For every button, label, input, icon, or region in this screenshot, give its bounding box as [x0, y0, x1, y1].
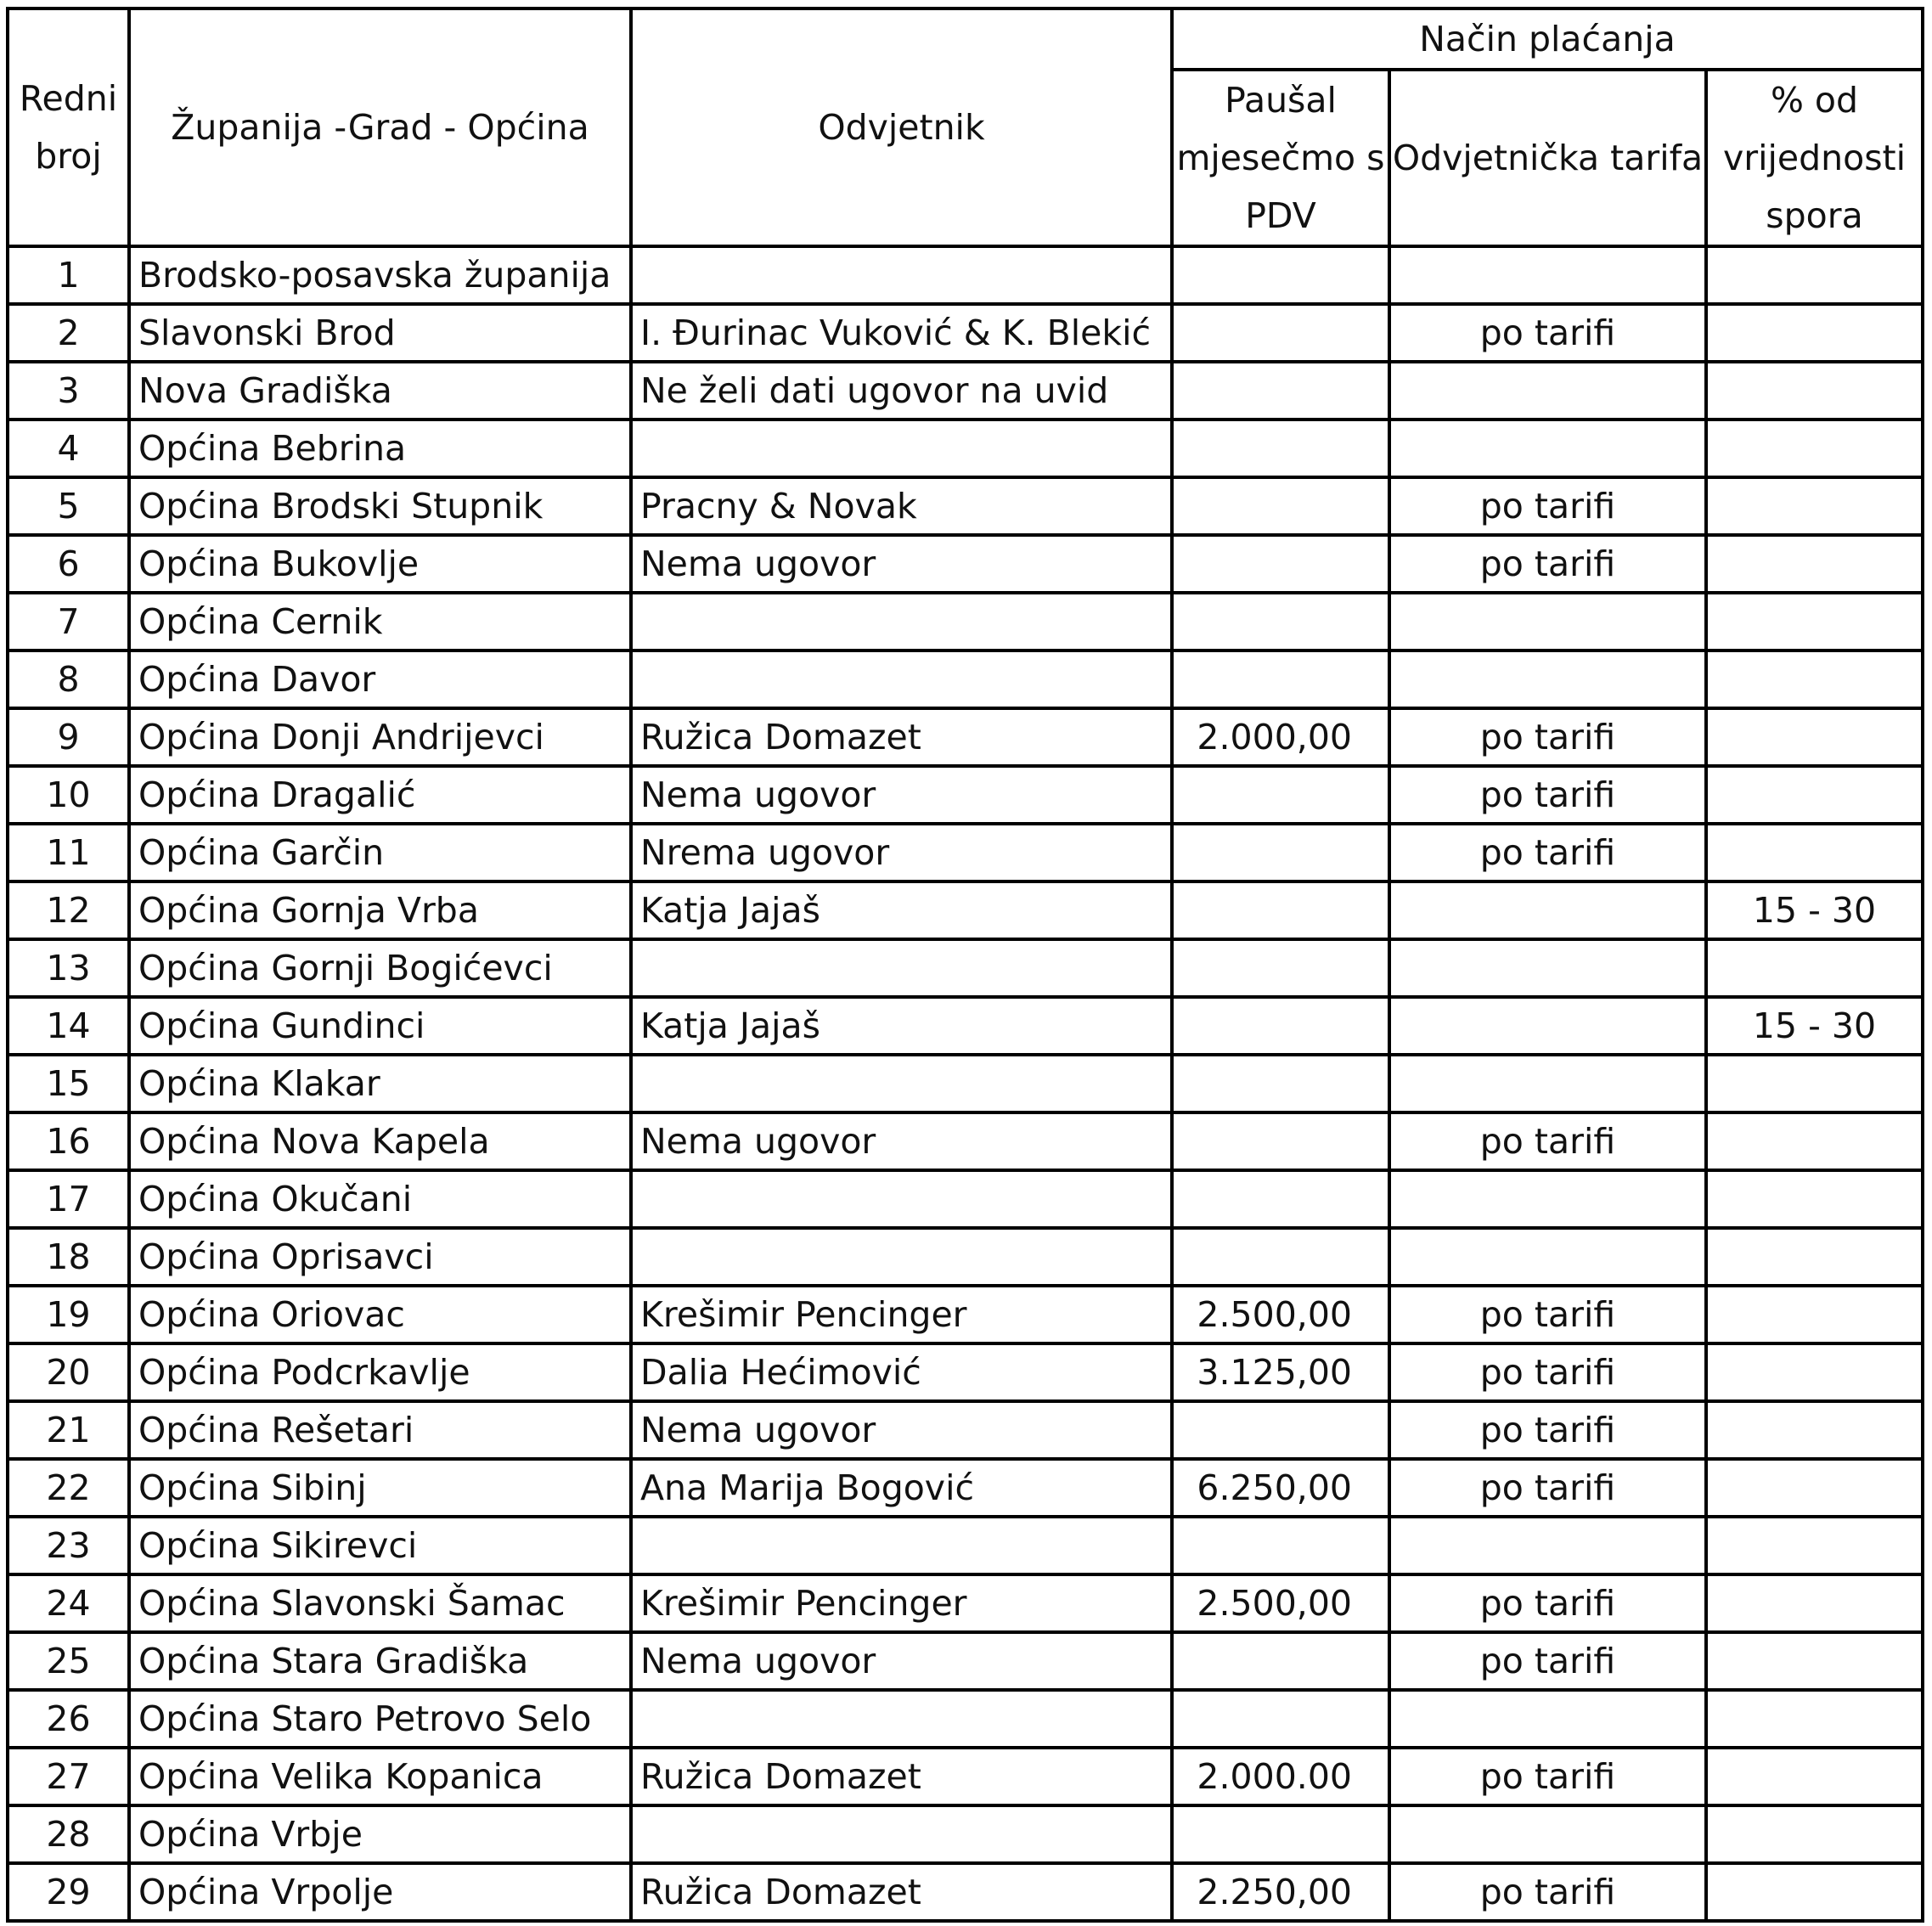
- location-name: Općina Vrbje: [129, 1805, 631, 1863]
- monthly-fee: 6.250,00: [1172, 1459, 1389, 1517]
- monthly-fee: [1172, 1401, 1389, 1459]
- monthly-fee: [1172, 1112, 1389, 1170]
- table-row: [8, 1459, 1923, 1517]
- location-name: Općina Bukovlje: [129, 535, 631, 593]
- percent-cell: [1706, 1055, 1923, 1112]
- row-number: 11: [8, 824, 129, 881]
- location-name: Općina Nova Kapela: [129, 1112, 631, 1170]
- tariff-cell: [1389, 593, 1706, 650]
- table-row: [8, 1574, 1923, 1632]
- location-name: Općina Okučani: [129, 1170, 631, 1228]
- row-number: 8: [8, 650, 129, 708]
- header-redni-broj: Redni broj: [8, 8, 129, 246]
- row-number: 3: [8, 362, 129, 420]
- lawyer-name: Nema ugovor: [631, 1112, 1172, 1170]
- percent-cell: [1706, 766, 1923, 824]
- location-name: Općina Slavonski Šamac: [129, 1574, 631, 1632]
- monthly-fee: [1172, 1170, 1389, 1228]
- row-number: 21: [8, 1401, 129, 1459]
- header-pausal: Paušal mjesečmo s PDV: [1172, 70, 1389, 246]
- monthly-fee: 2.000,00: [1172, 708, 1389, 766]
- location-name: Općina Staro Petrovo Selo: [129, 1690, 631, 1748]
- table-row: [8, 766, 1923, 824]
- row-number: 26: [8, 1690, 129, 1748]
- table-row: [8, 304, 1923, 362]
- tariff-cell: po tarifi: [1389, 1748, 1706, 1805]
- monthly-fee: [1172, 1055, 1389, 1112]
- tariff-cell: [1389, 420, 1706, 477]
- location-name: Općina Sikirevci: [129, 1517, 631, 1574]
- percent-cell: [1706, 1690, 1923, 1748]
- row-number: 5: [8, 477, 129, 535]
- table-body: [8, 246, 1923, 1921]
- lawyer-name: Dalia Hećimović: [631, 1343, 1172, 1401]
- tariff-cell: po tarifi: [1389, 1286, 1706, 1343]
- table-row: [8, 997, 1923, 1055]
- row-number: 4: [8, 420, 129, 477]
- lawyer-name: [631, 593, 1172, 650]
- lawyer-name: Nema ugovor: [631, 1632, 1172, 1690]
- table-row: [8, 1632, 1923, 1690]
- lawyer-name: Krešimir Pencinger: [631, 1286, 1172, 1343]
- monthly-fee: [1172, 304, 1389, 362]
- percent-cell: [1706, 420, 1923, 477]
- table-row: [8, 1112, 1923, 1170]
- header-nacin-placanja: Način plaćanja: [1172, 8, 1923, 70]
- lawyer-name: [631, 1055, 1172, 1112]
- tariff-cell: po tarifi: [1389, 1863, 1706, 1921]
- table-row: [8, 650, 1923, 708]
- table-row: [8, 1401, 1923, 1459]
- row-number: 10: [8, 766, 129, 824]
- location-name: Nova Gradiška: [129, 362, 631, 420]
- monthly-fee: [1172, 593, 1389, 650]
- monthly-fee: [1172, 650, 1389, 708]
- monthly-fee: [1172, 420, 1389, 477]
- location-name: Općina Vrpolje: [129, 1863, 631, 1921]
- tariff-cell: [1389, 650, 1706, 708]
- header-odvjetnik: Odvjetnik: [631, 8, 1172, 246]
- row-number: 1: [8, 246, 129, 304]
- lawyer-name: [631, 420, 1172, 477]
- tariff-cell: [1389, 362, 1706, 420]
- location-name: Općina Sibinj: [129, 1459, 631, 1517]
- percent-cell: [1706, 1805, 1923, 1863]
- table-row: [8, 420, 1923, 477]
- tariff-cell: [1389, 997, 1706, 1055]
- tariff-cell: po tarifi: [1389, 477, 1706, 535]
- table-row: [8, 1748, 1923, 1805]
- monthly-fee: [1172, 1632, 1389, 1690]
- row-number: 7: [8, 593, 129, 650]
- percent-cell: [1706, 1748, 1923, 1805]
- lawyer-name: [631, 1170, 1172, 1228]
- lawyer-name: Nrema ugovor: [631, 824, 1172, 881]
- row-number: 6: [8, 535, 129, 593]
- percent-cell: [1706, 362, 1923, 420]
- percent-cell: 15 - 30: [1706, 881, 1923, 939]
- tariff-cell: po tarifi: [1389, 1112, 1706, 1170]
- tariff-cell: [1389, 1690, 1706, 1748]
- row-number: 15: [8, 1055, 129, 1112]
- header-tarifa: Odvjetnička tarifa: [1389, 70, 1706, 246]
- header-postotak: % od vrijednosti spora: [1706, 70, 1923, 246]
- tariff-cell: [1389, 939, 1706, 997]
- monthly-fee: 2.500,00: [1172, 1574, 1389, 1632]
- table-row: [8, 1863, 1923, 1921]
- tariff-cell: po tarifi: [1389, 1343, 1706, 1401]
- monthly-fee: [1172, 535, 1389, 593]
- location-name: Općina Podcrkavlje: [129, 1343, 631, 1401]
- percent-cell: [1706, 477, 1923, 535]
- percent-cell: [1706, 824, 1923, 881]
- tariff-cell: [1389, 1055, 1706, 1112]
- location-name: Općina Oprisavci: [129, 1228, 631, 1286]
- table-row: [8, 708, 1923, 766]
- row-number: 12: [8, 881, 129, 939]
- row-number: 22: [8, 1459, 129, 1517]
- monthly-fee: 2.500,00: [1172, 1286, 1389, 1343]
- table-row: [8, 1170, 1923, 1228]
- tariff-cell: po tarifi: [1389, 824, 1706, 881]
- monthly-fee: [1172, 939, 1389, 997]
- monthly-fee: [1172, 477, 1389, 535]
- table-row: [8, 535, 1923, 593]
- percent-cell: [1706, 708, 1923, 766]
- table-row: [8, 1228, 1923, 1286]
- monthly-fee: [1172, 1805, 1389, 1863]
- percent-cell: [1706, 593, 1923, 650]
- tariff-cell: [1389, 246, 1706, 304]
- monthly-fee: [1172, 824, 1389, 881]
- table-row: [8, 593, 1923, 650]
- lawyer-name: Nema ugovor: [631, 535, 1172, 593]
- percent-cell: [1706, 1459, 1923, 1517]
- lawyer-name: Ružica Domazet: [631, 708, 1172, 766]
- table-row: [8, 362, 1923, 420]
- percent-cell: [1706, 1112, 1923, 1170]
- lawyer-name: Katja Jajaš: [631, 881, 1172, 939]
- percent-cell: [1706, 246, 1923, 304]
- percent-cell: [1706, 1286, 1923, 1343]
- monthly-fee: [1172, 997, 1389, 1055]
- table-row: [8, 1343, 1923, 1401]
- location-name: Općina Klakar: [129, 1055, 631, 1112]
- location-name: Općina Gornji Bogićevci: [129, 939, 631, 997]
- lawyer-name: [631, 1690, 1172, 1748]
- location-name: Općina Dragalić: [129, 766, 631, 824]
- row-number: 13: [8, 939, 129, 997]
- percent-cell: [1706, 304, 1923, 362]
- location-name: Općina Stara Gradiška: [129, 1632, 631, 1690]
- tariff-cell: po tarifi: [1389, 708, 1706, 766]
- percent-cell: [1706, 1574, 1923, 1632]
- percent-cell: [1706, 650, 1923, 708]
- lawyer-name: [631, 1228, 1172, 1286]
- row-number: 17: [8, 1170, 129, 1228]
- monthly-fee: 2.000.00: [1172, 1748, 1389, 1805]
- lawyer-name: Katja Jajaš: [631, 997, 1172, 1055]
- table-row: [8, 1517, 1923, 1574]
- table-row: [8, 1286, 1923, 1343]
- table-row: [8, 1055, 1923, 1112]
- lawyer-name: Ružica Domazet: [631, 1748, 1172, 1805]
- location-name: Općina Gundinci: [129, 997, 631, 1055]
- percent-cell: [1706, 1863, 1923, 1921]
- tariff-cell: po tarifi: [1389, 1632, 1706, 1690]
- row-number: 24: [8, 1574, 129, 1632]
- lawyer-name: I. Đurinac Vuković & K. Blekić: [631, 304, 1172, 362]
- row-number: 19: [8, 1286, 129, 1343]
- row-number: 14: [8, 997, 129, 1055]
- row-number: 16: [8, 1112, 129, 1170]
- lawyer-name: Nema ugovor: [631, 766, 1172, 824]
- percent-cell: 15 - 30: [1706, 997, 1923, 1055]
- lawyer-name: Ana Marija Bogović: [631, 1459, 1172, 1517]
- tariff-cell: po tarifi: [1389, 1459, 1706, 1517]
- tariff-cell: po tarifi: [1389, 304, 1706, 362]
- percent-cell: [1706, 535, 1923, 593]
- location-name: Brodsko-posavska županija: [129, 246, 631, 304]
- monthly-fee: [1172, 766, 1389, 824]
- monthly-fee: [1172, 362, 1389, 420]
- location-name: Slavonski Brod: [129, 304, 631, 362]
- lawyer-name: Ne želi dati ugovor na uvid: [631, 362, 1172, 420]
- tariff-cell: po tarifi: [1389, 1401, 1706, 1459]
- table-row: [8, 477, 1923, 535]
- percent-cell: [1706, 1517, 1923, 1574]
- percent-cell: [1706, 1632, 1923, 1690]
- row-number: 25: [8, 1632, 129, 1690]
- table-row: [8, 246, 1923, 304]
- location-name: Općina Cernik: [129, 593, 631, 650]
- percent-cell: [1706, 939, 1923, 997]
- tariff-cell: po tarifi: [1389, 766, 1706, 824]
- header-zupanija: Županija -Grad - Općina: [129, 8, 631, 246]
- monthly-fee: [1172, 1517, 1389, 1574]
- payment-table: [6, 7, 1924, 1923]
- table-row: [8, 1690, 1923, 1748]
- monthly-fee: [1172, 246, 1389, 304]
- row-number: 23: [8, 1517, 129, 1574]
- monthly-fee: [1172, 1228, 1389, 1286]
- tariff-cell: [1389, 1228, 1706, 1286]
- lawyer-name: Ružica Domazet: [631, 1863, 1172, 1921]
- row-number: 20: [8, 1343, 129, 1401]
- location-name: Općina Velika Kopanica: [129, 1748, 631, 1805]
- table-row: [8, 881, 1923, 939]
- location-name: Općina Garčin: [129, 824, 631, 881]
- table-row: [8, 1805, 1923, 1863]
- row-number: 18: [8, 1228, 129, 1286]
- location-name: Općina Donji Andrijevci: [129, 708, 631, 766]
- tariff-cell: [1389, 1170, 1706, 1228]
- monthly-fee: [1172, 1690, 1389, 1748]
- lawyer-name: Nema ugovor: [631, 1401, 1172, 1459]
- table-row: [8, 824, 1923, 881]
- monthly-fee: [1172, 881, 1389, 939]
- percent-cell: [1706, 1170, 1923, 1228]
- percent-cell: [1706, 1343, 1923, 1401]
- lawyer-name: Krešimir Pencinger: [631, 1574, 1172, 1632]
- lawyer-name: Pracny & Novak: [631, 477, 1172, 535]
- row-number: 29: [8, 1863, 129, 1921]
- monthly-fee: 2.250,00: [1172, 1863, 1389, 1921]
- lawyer-name: [631, 939, 1172, 997]
- location-name: Općina Davor: [129, 650, 631, 708]
- lawyer-name: [631, 1805, 1172, 1863]
- percent-cell: [1706, 1228, 1923, 1286]
- location-name: Općina Rešetari: [129, 1401, 631, 1459]
- tariff-cell: [1389, 881, 1706, 939]
- tariff-cell: po tarifi: [1389, 1574, 1706, 1632]
- row-number: 27: [8, 1748, 129, 1805]
- lawyer-name: [631, 650, 1172, 708]
- lawyer-name: [631, 1517, 1172, 1574]
- tariff-cell: [1389, 1517, 1706, 1574]
- row-number: 2: [8, 304, 129, 362]
- location-name: Općina Gornja Vrba: [129, 881, 631, 939]
- location-name: Općina Bebrina: [129, 420, 631, 477]
- location-name: Općina Oriovac: [129, 1286, 631, 1343]
- row-number: 9: [8, 708, 129, 766]
- tariff-cell: [1389, 1805, 1706, 1863]
- percent-cell: [1706, 1401, 1923, 1459]
- monthly-fee: 3.125,00: [1172, 1343, 1389, 1401]
- location-name: Općina Brodski Stupnik: [129, 477, 631, 535]
- row-number: 28: [8, 1805, 129, 1863]
- lawyer-name: [631, 246, 1172, 304]
- table-row: [8, 939, 1923, 997]
- tariff-cell: po tarifi: [1389, 535, 1706, 593]
